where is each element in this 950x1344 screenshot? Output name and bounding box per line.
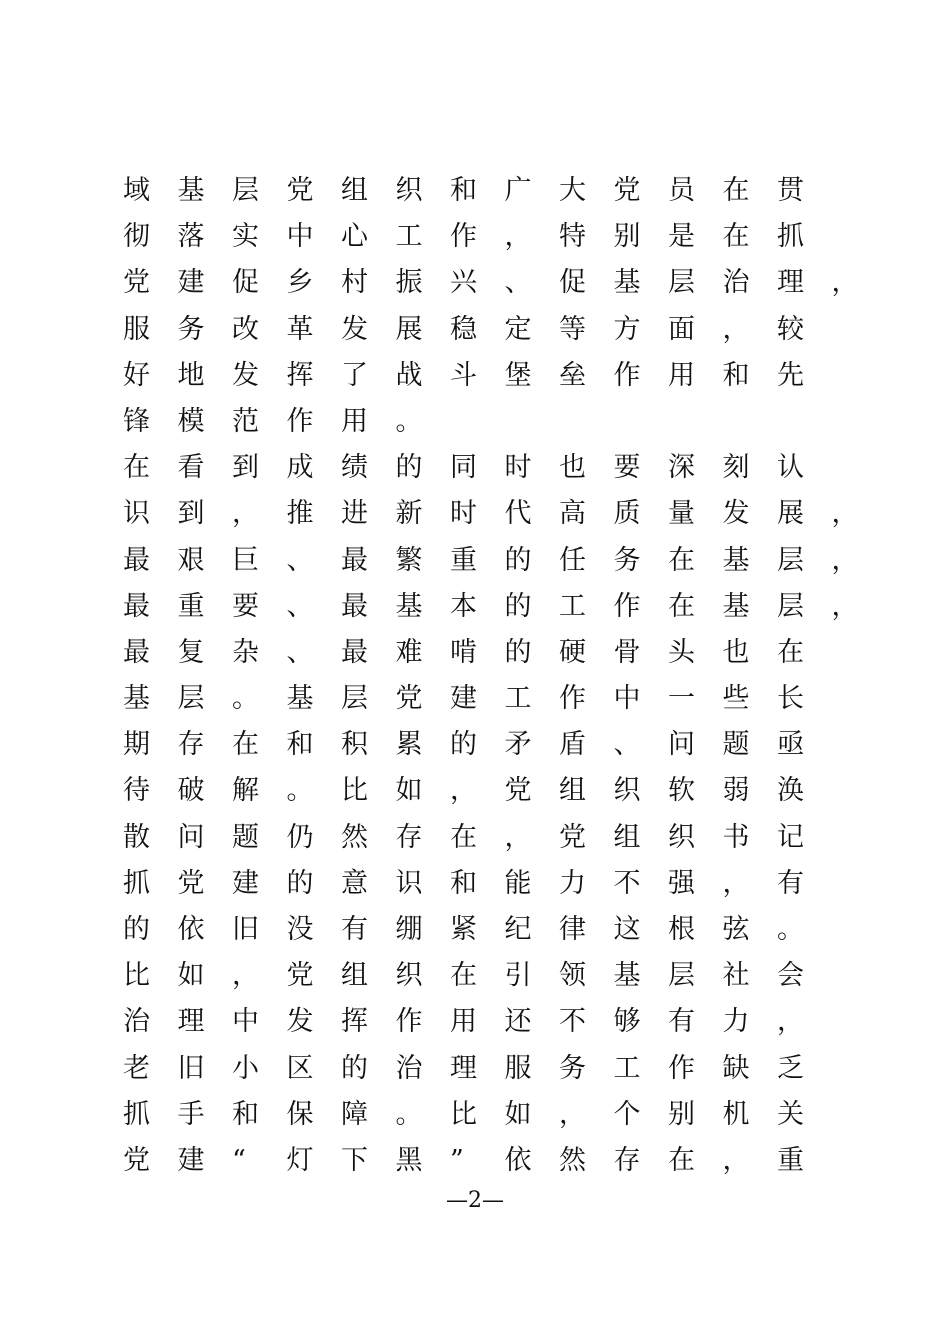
text-line: 好 地 发 挥 了 战 斗 堡 垒 作 用 和 先 bbox=[123, 359, 804, 391]
text-line: 最 复 杂 、 最 难 啃 的 硬 骨 头 也 在 bbox=[123, 636, 804, 668]
text-line: 散 问 题 仍 然 存 在 ， 党 组 织 书 记 bbox=[123, 821, 804, 853]
text-line: 党 建 促 乡 村 振 兴 、 促 基 层 治 理 ， bbox=[123, 267, 859, 299]
text-line: 在 看 到 成 绩 的 同 时 也 要 深 刻 认 bbox=[123, 452, 804, 484]
text-line: 彻 落 实 中 心 工 作 ， 特 别 是 在 抓 bbox=[123, 221, 804, 253]
text-line: 老 旧 小 区 的 治 理 服 务 工 作 缺 乏 bbox=[123, 1052, 804, 1084]
text-line: 抓 党 建 的 意 识 和 能 力 不 强 ， 有 bbox=[123, 867, 804, 899]
text-line: 待 破 解 。 比 如 ， 党 组 织 软 弱 涣 bbox=[123, 775, 804, 807]
text-line: 最 重 要 、 最 基 本 的 工 作 在 基 层 ， bbox=[123, 590, 859, 622]
body-text bbox=[123, 168, 883, 1184]
text-line: 识 到 ， 推 进 新 时 代 高 质 量 发 展 ， bbox=[123, 498, 859, 530]
text-line: 锋 模 范 作 用 。 bbox=[123, 405, 423, 437]
page-number: —2— bbox=[446, 1188, 504, 1213]
text-line: 党 建 “ 灯 下 黑 ” 依 然 存 在 ， 重 bbox=[123, 1144, 804, 1176]
text-line: 比 如 ， 党 组 织 在 引 领 基 层 社 会 bbox=[123, 960, 804, 992]
text-line: 治 理 中 发 挥 作 用 还 不 够 有 力 ， bbox=[123, 1006, 804, 1038]
text-line: 期 存 在 和 积 累 的 矛 盾 、 问 题 亟 bbox=[123, 729, 804, 761]
text-line: 最 艰 巨 、 最 繁 重 的 任 务 在 基 层 ， bbox=[123, 544, 859, 576]
text-line: 服 务 改 革 发 展 稳 定 等 方 面 ， 较 bbox=[123, 313, 804, 345]
text-line: 域 基 层 党 组 织 和 广 大 党 员 在 贯 bbox=[123, 175, 804, 206]
text-line: 的 依 旧 没 有 绷 紧 纪 律 这 根 弦 。 bbox=[123, 914, 804, 945]
text-line: 基 层 。 基 层 党 建 工 作 中 一 些 长 bbox=[123, 683, 804, 715]
text-line: 抓 手 和 保 障 。 比 如 ， 个 别 机 关 bbox=[123, 1098, 804, 1130]
